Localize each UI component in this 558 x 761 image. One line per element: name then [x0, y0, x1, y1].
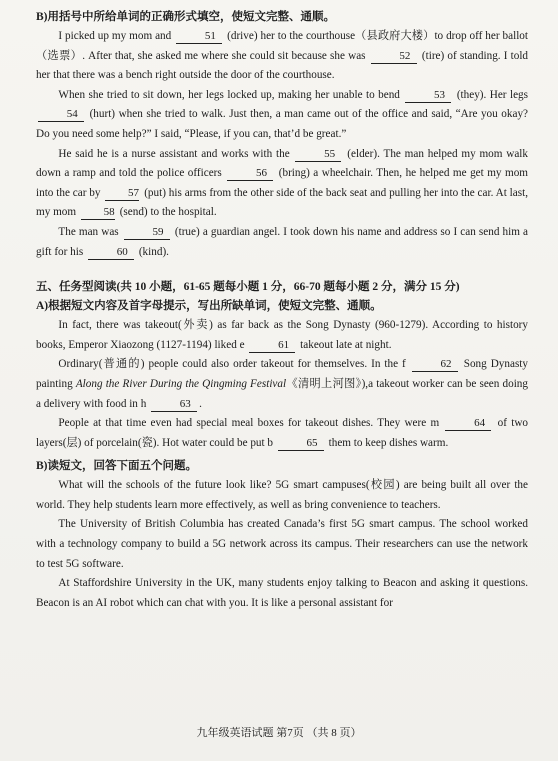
blank-58[interactable]: 58: [81, 206, 115, 220]
section-5b-instructions: B)读短文，回答下面五个问题。: [36, 460, 197, 473]
text: (kind).: [138, 245, 169, 258]
passage-paragraph-4: [36, 223, 528, 262]
blank-55[interactable]: 55: [295, 148, 341, 162]
text: Song Dynasty painting: [36, 358, 529, 390]
text: .: [199, 397, 202, 410]
5g-paragraph-2: The University of British Columbia has created Canada’s first 5G smart campus. The school worked with a technology company to build a 5G network across its campus. Their researchers can use the network to test 5G software.: [36, 518, 528, 570]
takeout-paragraph-1: [36, 316, 528, 355]
blank-57[interactable]: 57: [105, 187, 139, 201]
text: (tire) of standing. I told her that there was a bench right outside the door of the courthouse.: [36, 49, 529, 82]
passage-paragraph-1: [36, 27, 528, 86]
text: (send) to the hospital.: [119, 206, 217, 219]
blank-59[interactable]: 59: [124, 226, 170, 240]
text: of two layers(层) of porcelain(瓷). Hot water could be put b: [36, 417, 529, 449]
text: When she tried to sit down, her legs locked up, making her unable to bend: [58, 88, 400, 101]
section-5-heading: 五、任务型阅读(共 10 小题，61-65 题每小题 1 分，66-70 题每小题 2 分，满分 15 分): [36, 281, 460, 294]
blank-60[interactable]: 60: [88, 246, 134, 260]
text: He said he is a nurse assistant and works with the: [58, 147, 290, 160]
text: People at that time even had special meal boxes for takeout dishes. They were m: [58, 417, 440, 430]
blank-52[interactable]: 52: [371, 50, 417, 64]
blank-63[interactable]: 63: [151, 398, 197, 412]
text: them to keep dishes warm.: [328, 436, 449, 449]
text: (true) a guardian angel. I took down his name and address so I can send him a gift for his: [36, 225, 529, 258]
5g-paragraph-1: What will the schools of the future look like? 5G smart campuses(校园) are being built all over the world. They help students learn more effectively, as well as bring convenience to teachers.: [36, 479, 528, 511]
section-5a-instructions: A)根据短文内容及首字母提示，写出所缺单词，使短文完整、通顺。: [36, 300, 382, 313]
page-footer: 九年级英语试题 第7页 （共 8 页）: [196, 727, 362, 739]
text: (elder). The man helped my mom walk down a ramp and told the police officers: [36, 147, 529, 180]
text: In fact, there was takeout(外卖) as far back as the Song Dynasty (960-1279). According to history books, Emperor Xiaozong (1127-1194) liked e: [36, 319, 528, 351]
text: The man was: [58, 225, 119, 238]
blank-65[interactable]: 65: [278, 437, 324, 451]
blank-61[interactable]: 61: [249, 339, 295, 353]
takeout-paragraph-3: [36, 414, 528, 453]
text: 《清明上河图》),a takeout worker can be seen doing a delivery with food in h: [36, 377, 528, 410]
passage-paragraph-3: [36, 145, 528, 223]
painting-title: Along the River During the Qingming Festival: [75, 377, 287, 390]
takeout-paragraph-2: [36, 355, 528, 414]
text: (drive) her to the courthouse（县政府大楼）to drop off her ballot（选票）. After that, she asked me where she could sit because she was: [36, 30, 529, 62]
text: (hurt) when she tried to walk. Just then, a man came out of the office and said, “Are you okay? Do you need some help?” I said, “Please, if you can, that’d be great.”: [36, 108, 529, 140]
blank-51[interactable]: 51: [176, 30, 222, 44]
blank-53[interactable]: 53: [405, 89, 451, 103]
blank-64[interactable]: 64: [445, 417, 491, 431]
blank-54[interactable]: 54: [38, 108, 84, 122]
blank-62[interactable]: 62: [412, 358, 458, 372]
text: (they). Her legs: [456, 88, 529, 101]
blank-56[interactable]: 56: [227, 167, 273, 181]
text: I picked up my mom and: [58, 30, 172, 42]
section-b-heading: B)用括号中所给单词的正确形式填空，使短文完整、通顺。: [36, 11, 335, 23]
passage-paragraph-2: [36, 86, 528, 145]
5g-paragraph-3: At Staffordshire University in the UK, many students enjoy talking to Beacon and asking it questions. Beacon is an AI robot which can chat with you. It is like a personal assistant for: [36, 577, 528, 609]
text: (put) his arms from the other side of the back seat and pulling her into the car. At last, my mom: [36, 186, 529, 219]
text: takeout late at night.: [300, 338, 392, 351]
text: Ordinary(普通的) people could also order takeout for themselves. In the f: [58, 358, 406, 371]
text: (bring) a wheelchair. Then, he helped me get my mom into the car by: [36, 167, 529, 199]
